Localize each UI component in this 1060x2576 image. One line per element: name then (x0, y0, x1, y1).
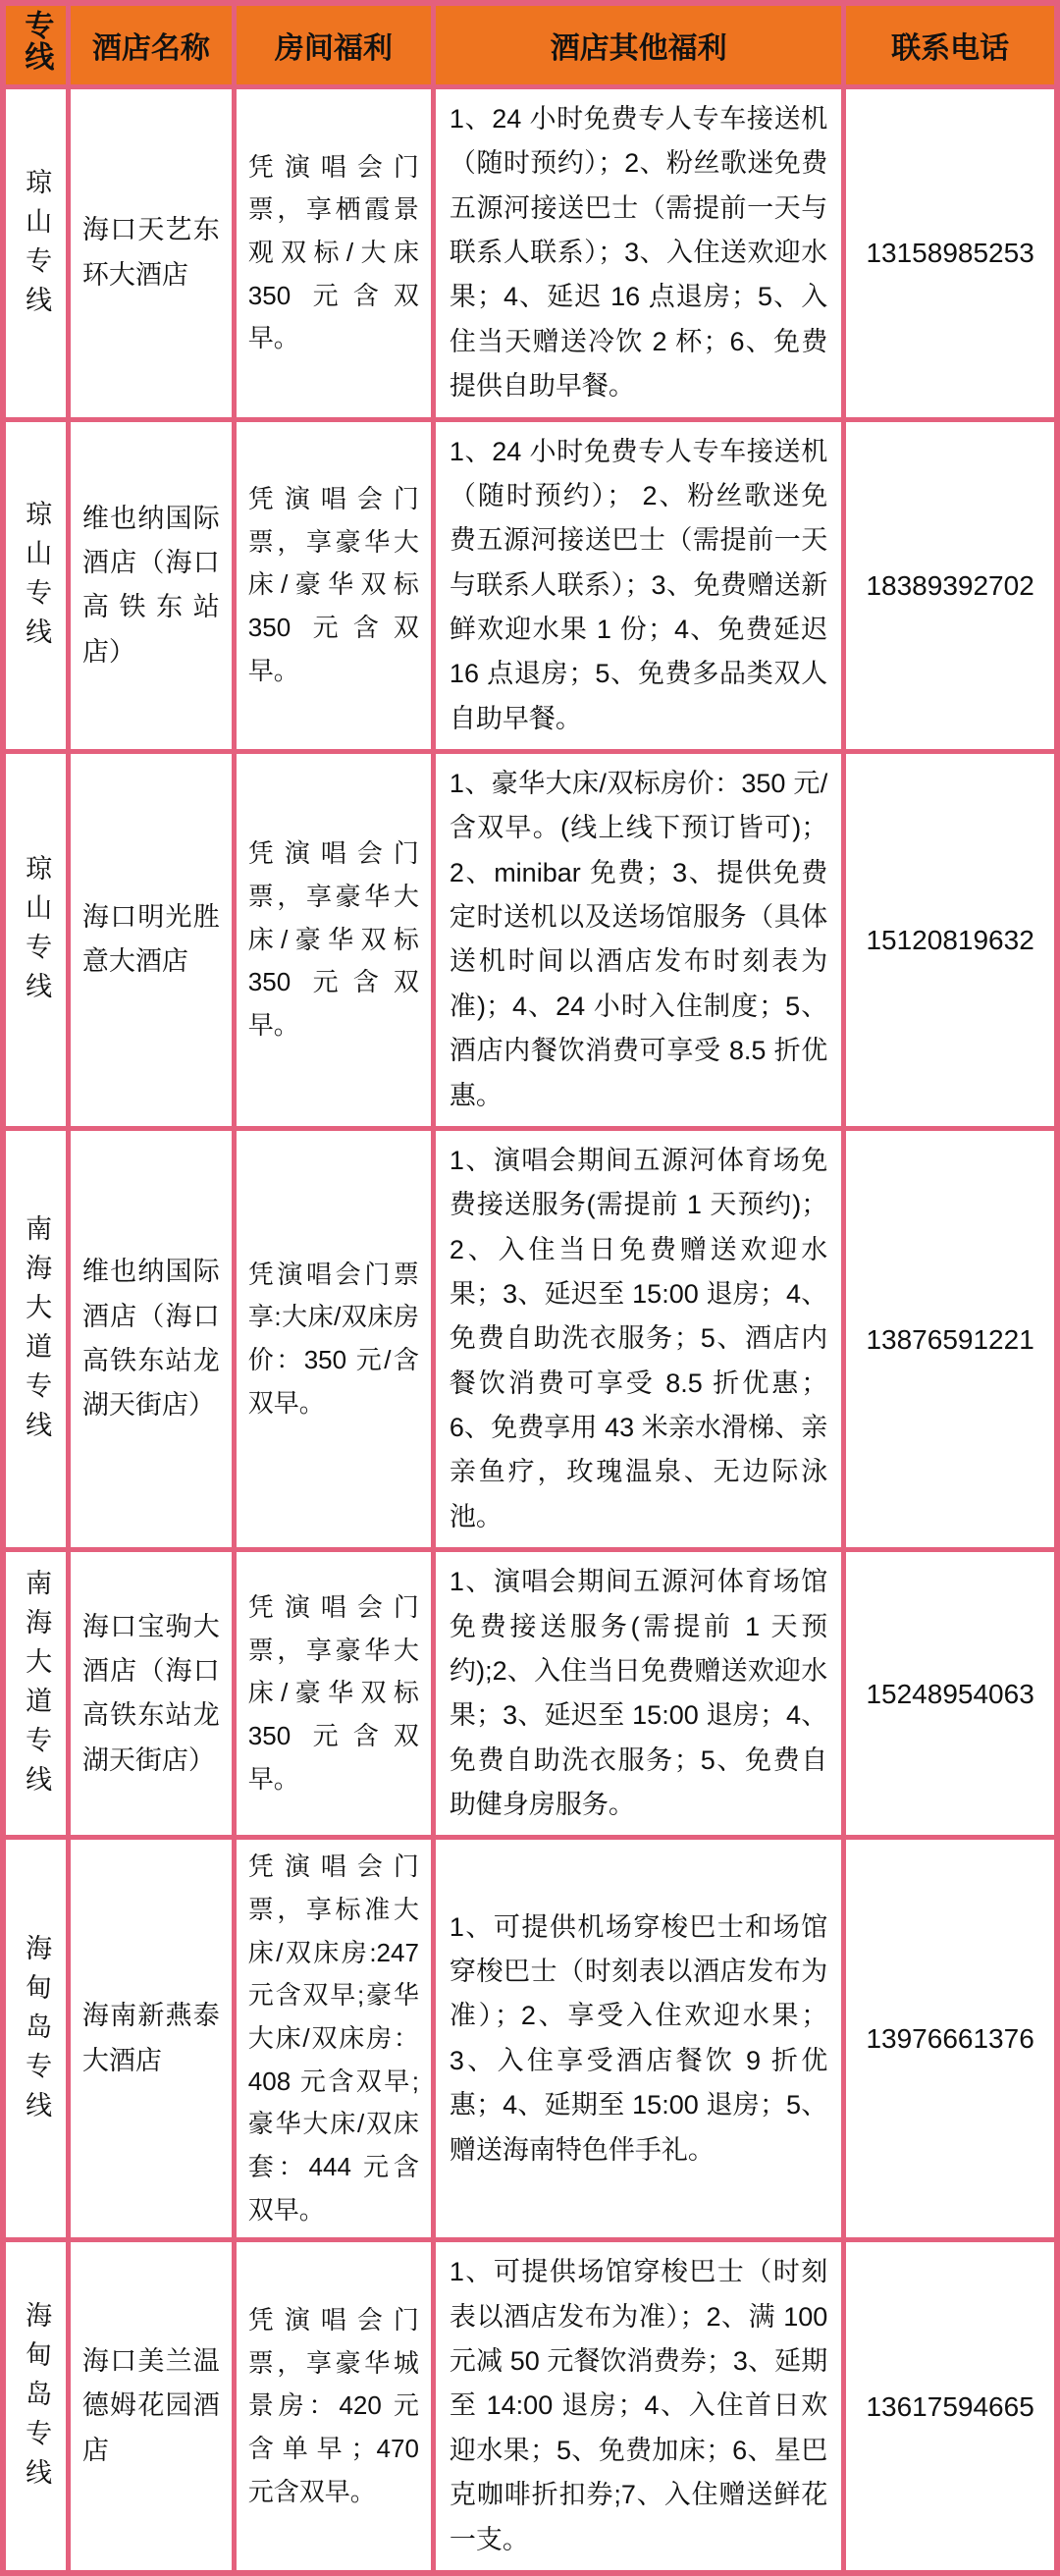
phone-cell: 13976661376 (844, 1838, 1057, 2240)
table-row (3, 1550, 1057, 1838)
table-body (3, 87, 1057, 2573)
room-benefit-cell: 凭演唱会门票，享豪华大床/豪华双标 350 元含双早。 (234, 752, 433, 1129)
room-benefit-cell: 凭演唱会门票，享标准大床/双床房:247 元含双早;豪华大床/双床房：408 元含双早;豪华大床/双床套：444 元含双早。 (234, 1838, 433, 2240)
phone-cell: 15248954063 (844, 1550, 1057, 1838)
line-cell (3, 87, 68, 420)
header-line (3, 3, 68, 87)
phone-cell: 13158985253 (844, 87, 1057, 420)
header-phone: 联系电话 (844, 3, 1057, 87)
room-benefit-cell: 凭演唱会门票，享豪华大床/豪华双标 350 元含双早。 (234, 1550, 433, 1838)
hotel-name-cell: 海口美兰温德姆花园酒店 (68, 2240, 234, 2573)
hotel-name-cell: 海口宝驹大酒店（海口高铁东站龙湖天街店） (68, 1550, 234, 1838)
hotel-name-cell: 海口天艺东环大酒店 (68, 87, 234, 420)
header-row (3, 3, 1057, 87)
other-benefit-cell: 1、豪华大床/双标房价：350 元/含双早。(线上线下预订皆可)；2、minibar 免费；3、提供免费定时送机以及送场馆服务（具体送机时间以酒店发布时刻表为准)；4、24 小时入住制度；5、酒店内餐饮消费可享受 8.5 折优惠。 (433, 752, 843, 1129)
header-line-label: 专线 (20, 10, 53, 73)
other-benefit-cell: 1、可提供机场穿梭巴士和场馆穿梭巴士（时刻表以酒店发布为准）；2、享受入住欢迎水果；3、入住享受酒店餐饮 9 折优惠；4、延期至 15:00 退房；5、赠送海南特色伴手礼。 (433, 1838, 843, 2240)
room-benefit-cell: 凭演唱会门票享:大床/双床房价：350 元/含双早。 (234, 1128, 433, 1549)
line-label: 琼山专线 (22, 167, 52, 325)
table-row (3, 419, 1057, 752)
line-cell (3, 1128, 68, 1549)
other-benefit-cell: 1、24 小时免费专人专车接送机（随时预约）； 2、粉丝歌迷免费五源河接送巴士（需提前一天与联系人联系）；3、免费赠送新鲜欢迎水果 1 份；4、免费延迟 16 点退房；5、免费多品类双人自助早餐。 (433, 419, 843, 752)
hotel-name-cell: 维也纳国际酒店（海口高铁东站龙湖天街店） (68, 1128, 234, 1549)
table-row (3, 2240, 1057, 2573)
line-label: 琼山专线 (22, 854, 52, 1012)
other-benefit-cell: 1、可提供场馆穿梭巴士（时刻表以酒店发布为准）；2、满 100 元减 50 元餐饮消费券；3、延期至 14:00 退房；4、入住首日欢迎水果；5、免费加床；6、星巴克咖啡折扣券;7、入住赠送鲜花一支。 (433, 2240, 843, 2573)
hotel-name-cell: 维也纳国际酒店（海口高铁东站店） (68, 419, 234, 752)
line-label: 南海大道专线 (22, 1569, 52, 1805)
phone-cell: 15120819632 (844, 752, 1057, 1129)
table-header (3, 3, 1057, 87)
line-label: 海甸岛专线 (22, 1933, 52, 2130)
header-other-benefit: 酒店其他福利 (433, 3, 843, 87)
line-label: 琼山专线 (22, 500, 52, 658)
phone-cell: 18389392702 (844, 419, 1057, 752)
table-row (3, 1128, 1057, 1549)
table-row (3, 87, 1057, 420)
line-cell (3, 1838, 68, 2240)
table-row (3, 752, 1057, 1129)
room-benefit-cell: 凭演唱会门票，享豪华城景房：420 元含单早；470 元含双早。 (234, 2240, 433, 2573)
table-row (3, 1838, 1057, 2240)
other-benefit-cell: 1、演唱会期间五源河体育场馆免费接送服务(需提前 1 天预约);2、入住当日免费赠送欢迎水果；3、延迟至 15:00 退房；4、免费自助洗衣服务；5、免费自助健身房服务。 (433, 1550, 843, 1838)
other-benefit-cell: 1、演唱会期间五源河体育场免费接送服务(需提前 1 天预约)；2、入住当日免费赠送欢迎水果；3、延迟至 15:00 退房；4、免费自助洗衣服务；5、酒店内餐饮消费可享受 8.5 折优惠；6、免费享用 43 米亲水滑梯、亲亲鱼疗，玫瑰温泉、无边际泳池。 (433, 1128, 843, 1549)
room-benefit-cell: 凭演唱会门票，享豪华大床/豪华双标 350 元含双早。 (234, 419, 433, 752)
hotel-name-cell: 海南新燕泰大酒店 (68, 1838, 234, 2240)
line-cell (3, 419, 68, 752)
header-room-benefit: 房间福利 (234, 3, 433, 87)
line-cell (3, 752, 68, 1129)
line-cell (3, 1550, 68, 1838)
line-label: 海甸岛专线 (22, 2300, 52, 2497)
phone-cell: 13617594665 (844, 2240, 1057, 2573)
header-hotel-name: 酒店名称 (68, 3, 234, 87)
hotel-name-cell: 海口明光胜意大酒店 (68, 752, 234, 1129)
other-benefit-cell: 1、24 小时免费专人专车接送机（随时预约）；2、粉丝歌迷免费五源河接送巴士（需提前一天与联系人联系）；3、入住送欢迎水果；4、延迟 16 点退房；5、入住当天赠送冷饮 2 杯；6、免费提供自助早餐。 (433, 87, 843, 420)
line-label: 南海大道专线 (22, 1213, 52, 1450)
room-benefit-cell: 凭演唱会门票，享栖霞景观双标/大床 350 元含双早。 (234, 87, 433, 420)
line-cell (3, 2240, 68, 2573)
phone-cell: 13876591221 (844, 1128, 1057, 1549)
